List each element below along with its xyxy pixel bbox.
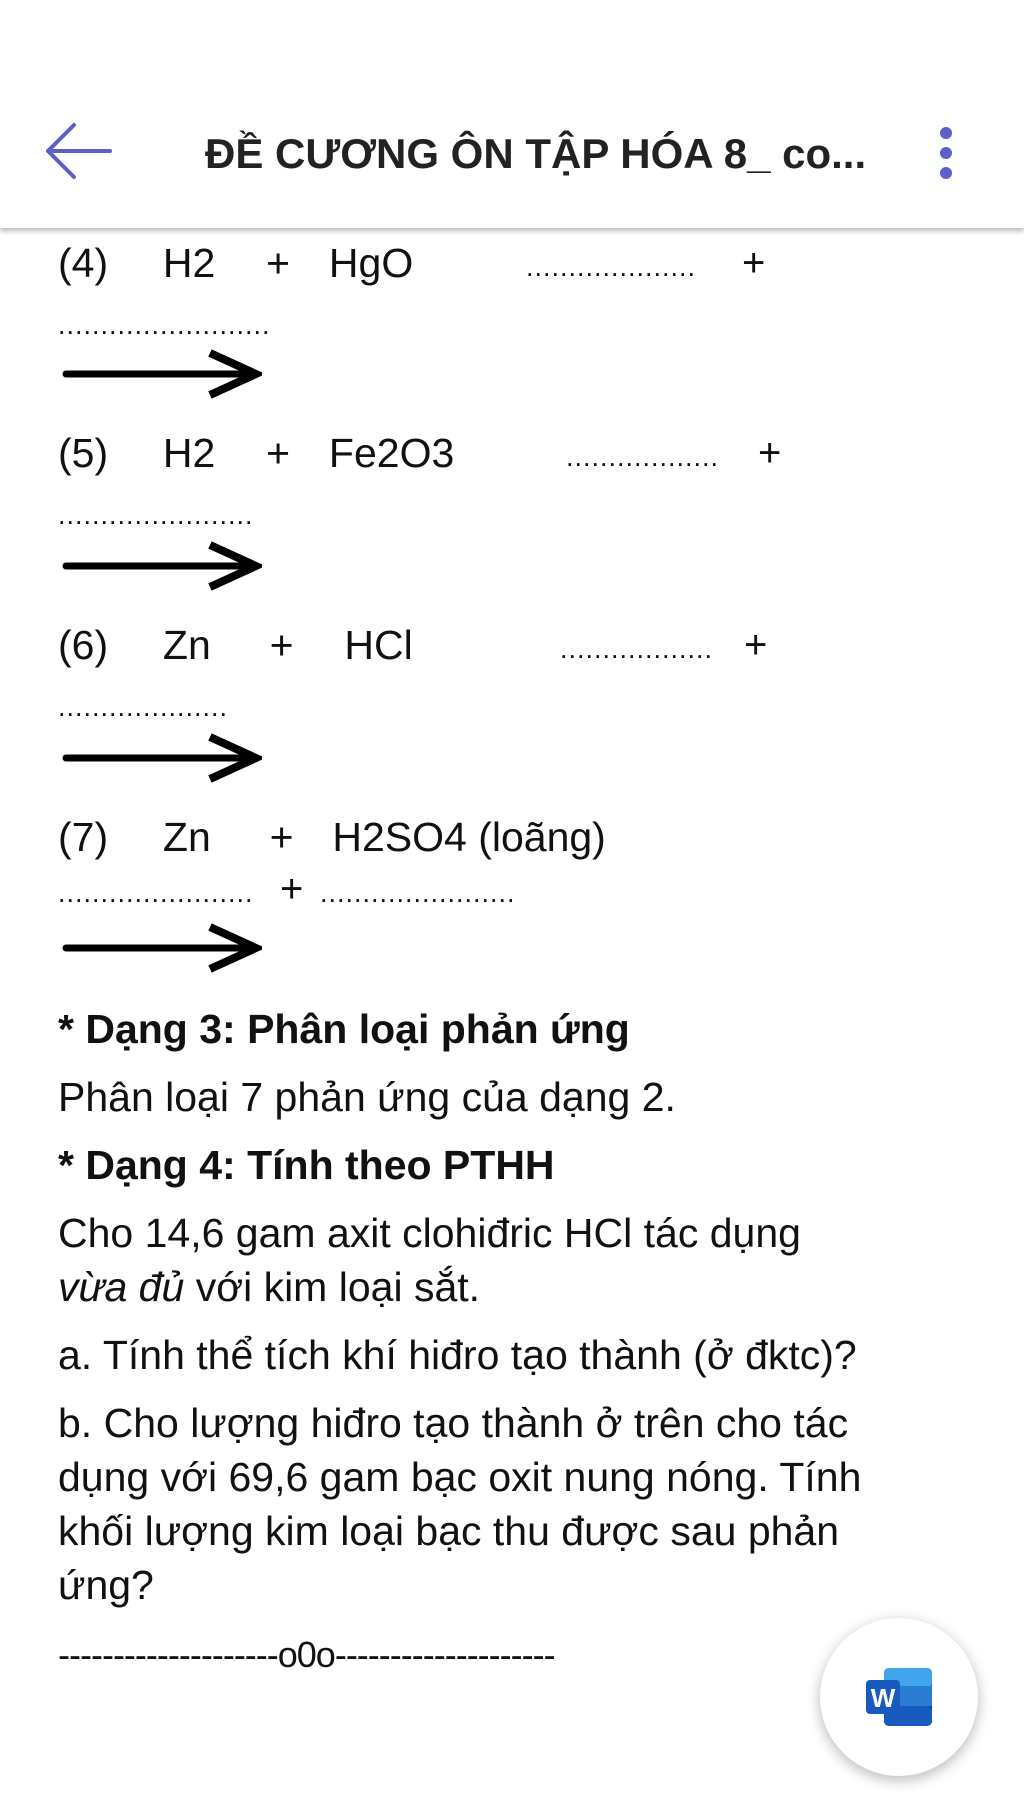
reaction-arrow-icon [62,920,262,976]
section-3-heading: * Dạng 3: Phân loại phản ứng [58,1006,630,1052]
plus-sign: + [758,431,782,475]
plus-sign: + [742,241,766,285]
plus-sign: + [266,430,291,476]
reaction-5-line [58,428,454,478]
reactant: Zn [162,814,211,860]
product-blank: ....................... [58,500,254,530]
emphasis-text: vừa đủ [58,1264,185,1310]
word-app-icon [864,1666,934,1728]
reactant: HCl [344,622,413,668]
product-blank: .................. [560,634,714,664]
word-letter: W [870,1683,896,1713]
reaction-arrow-icon [62,730,262,786]
more-vertical-icon[interactable] [926,124,966,182]
question-a: a. Tính thể tích khí hiđro tạo thành (ở đktc)? [58,1332,857,1378]
product-blank: ....................... [58,878,254,908]
question-b-line-2: dụng với 69,6 gam bạc oxit nung nóng. Tính [58,1454,862,1500]
question-b-line-3: khối lượng kim loại bạc thu được sau phản [58,1508,840,1554]
product-blank: .................... [526,252,697,282]
question-b-line-1: b. Cho lượng hiđro tạo thành ở trên cho tác [58,1400,849,1446]
problem-intro-line-2 [58,1260,480,1314]
reaction-4-line [58,238,413,288]
reaction-7-line [58,812,606,862]
plus-sign: + [269,622,294,668]
reaction-label: (4) [58,240,109,286]
reaction-label: (6) [58,622,109,668]
intro-rest-text: với kim loại sắt. [184,1264,481,1310]
section-3-text: Phân loại 7 phản ứng của dạng 2. [58,1074,676,1120]
product-blank: ....................... [320,878,516,908]
product-blank: .................... [58,692,229,722]
reactant: Fe2O3 [328,430,455,476]
plus-sign: + [266,240,291,286]
question-b-line-4: ứng? [58,1562,154,1608]
reactant: Zn [162,622,211,668]
problem-intro-line-1: Cho 14,6 gam axit clohiđric HCl tác dụng [58,1210,801,1256]
reaction-arrow-icon [62,538,262,594]
reaction-label: (5) [58,430,109,476]
plus-sign: + [280,867,304,911]
reactant: H2SO4 (loãng) [332,814,606,860]
reaction-label: (7) [58,814,109,860]
open-in-word-button[interactable] [820,1618,978,1776]
reactant: H2 [162,240,216,286]
app-header [0,0,1024,228]
reactant: HgO [328,240,414,286]
footer-divider: --------------------o0o-------------------- [58,1634,555,1675]
reaction-6-line [58,620,413,670]
product-blank: .................. [566,442,720,472]
plus-sign: + [744,623,768,667]
section-4-heading: * Dạng 4: Tính theo PTHH [58,1142,555,1188]
product-blank: ......................... [58,310,271,340]
document-title: ĐỀ CƯƠNG ÔN TẬP HÓA 8_ co... [205,130,867,177]
reactant: H2 [162,430,216,476]
plus-sign: + [269,814,294,860]
arrow-left-icon[interactable] [40,118,120,184]
reaction-arrow-icon [62,346,262,402]
